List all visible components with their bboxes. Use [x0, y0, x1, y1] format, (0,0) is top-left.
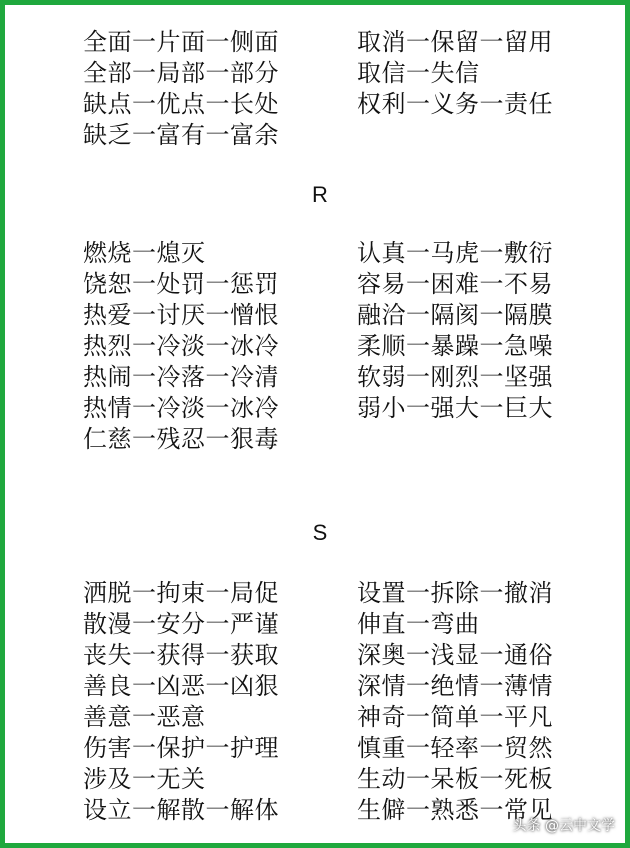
word-line: 丧失一获得一获取 [83, 641, 279, 669]
word-line: 容易一困难一不易 [357, 270, 553, 298]
word-line: 生僻一熟悉一常见 [357, 796, 553, 824]
word-line: 慎重一轻率一贸然 [357, 734, 553, 762]
source-watermark: 头条 @云中文学 [512, 818, 615, 834]
word-line: 燃烧一熄灭 [83, 239, 206, 267]
word-line: 饶恕一处罚一惩罚 [83, 270, 279, 298]
word-line: 善意一恶意 [83, 703, 206, 731]
section-s-left-column [83, 578, 279, 826]
word-line: 全面一片面一侧面 [83, 28, 279, 56]
word-line: 设置一拆除一撤消 [357, 579, 553, 607]
word-line: 热爱一讨厌一憎恨 [83, 301, 279, 329]
word-line: 仁慈一残忍一狠毒 [83, 425, 279, 453]
word-line: 取消一保留一留用 [357, 28, 553, 56]
word-line: 伸直一弯曲 [357, 610, 480, 638]
word-line: 认真一马虎一敷衍 [357, 239, 553, 267]
word-line: 柔顺一暴躁一急噪 [357, 332, 553, 360]
section-q-left-column [83, 27, 279, 151]
word-line: 伤害一保护一护理 [83, 734, 279, 762]
word-line: 散漫一安分一严谨 [83, 610, 279, 638]
section-letter-r: R [312, 182, 328, 207]
section-r-right-column [357, 238, 553, 424]
word-line: 涉及一无关 [83, 765, 206, 793]
word-line: 热闹一冷落一冷清 [83, 363, 279, 391]
word-line: 融洽一隔阂一隔膜 [357, 301, 553, 329]
word-line: 缺乏一富有一富余 [83, 121, 279, 149]
word-line: 热情一冷淡一冰冷 [83, 394, 279, 422]
section-letter-s: S [312, 520, 328, 545]
word-line: 缺点一优点一长处 [83, 90, 279, 118]
word-line: 神奇一简单一平凡 [357, 703, 553, 731]
word-line: 弱小一强大一巨大 [357, 394, 553, 422]
word-line: 生动一呆板一死板 [357, 765, 553, 793]
word-line: 深情一绝情一薄情 [357, 672, 553, 700]
section-q-right-column [357, 27, 553, 120]
section-r-left-column [83, 238, 279, 455]
word-line: 善良一凶恶一凶狠 [83, 672, 279, 700]
word-line: 洒脱一拘束一局促 [83, 579, 279, 607]
word-line: 热烈一冷淡一冰冷 [83, 332, 279, 360]
word-line: 深奥一浅显一通俗 [357, 641, 553, 669]
word-line: 取信一失信 [357, 59, 480, 87]
word-line: 软弱一刚烈一坚强 [357, 363, 553, 391]
word-line: 全部一局部一部分 [83, 59, 279, 87]
section-s-right-column [357, 578, 553, 826]
word-line: 权利一义务一责任 [357, 90, 553, 118]
word-line: 设立一解散一解体 [83, 796, 279, 824]
